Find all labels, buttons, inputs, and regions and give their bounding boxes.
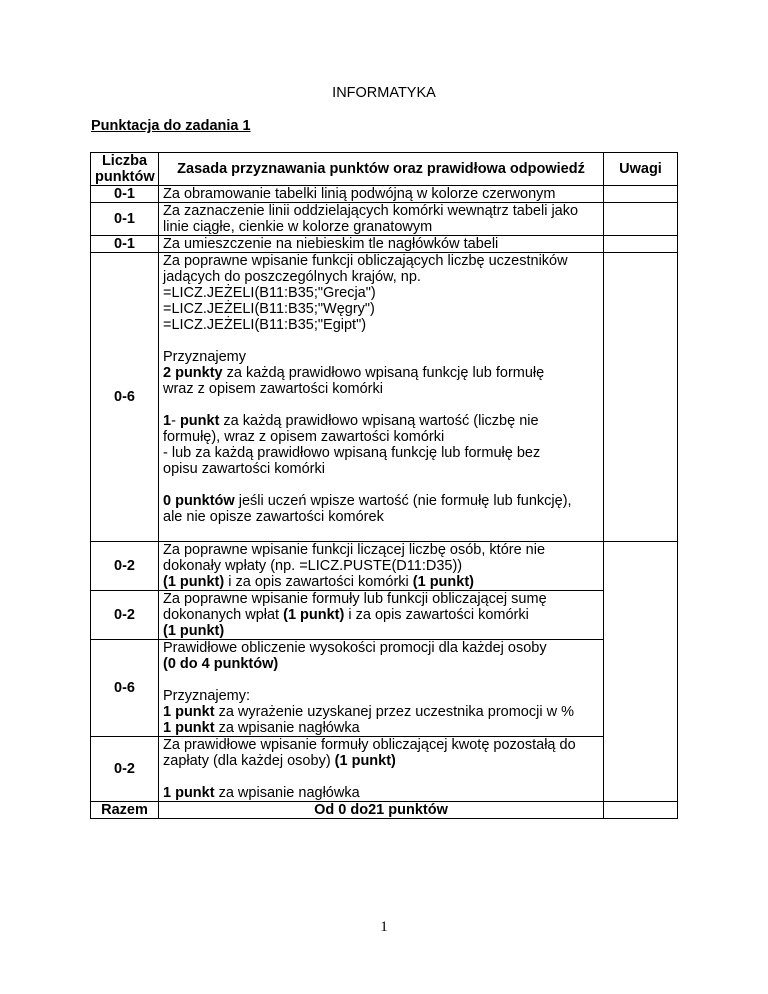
criteria-cell: Za prawidłowe wpisanie formuły obliczającej kwotę pozostałą do zapłaty (dla każdej osoby) (1 punkt) 1 punkt za wpisanie nagłówka: [159, 737, 604, 802]
table-row: [91, 591, 678, 640]
page-title: INFORMATYKA: [332, 85, 436, 101]
notes-cell: [604, 203, 678, 236]
table-row: [91, 186, 678, 203]
points-cell: 0-2: [91, 542, 159, 591]
table-row: [91, 542, 678, 591]
criteria-cell: Za zaznaczenie linii oddzielających komórki wewnątrz tabeli jako linie ciągłe, cienkie w kolorze granatowym: [159, 203, 604, 236]
total-label: Razem: [91, 802, 159, 819]
table-row: [91, 236, 678, 253]
scoring-table: [90, 152, 678, 819]
table-row: [91, 737, 678, 802]
table-row: [91, 253, 678, 542]
table-total-row: [91, 802, 678, 819]
notes-column-header: Uwagi: [604, 153, 678, 186]
criteria-cell: Za poprawne wpisanie funkcji liczącej liczbę osób, które nie dokonały wpłaty (np. =LICZ.PUSTE(D11:D35)) (1 punkt) i za opis zawartości komórki (1 punkt): [159, 542, 604, 591]
notes-cell: [604, 236, 678, 253]
points-cell: 0-6: [91, 640, 159, 737]
criteria-cell: Za poprawne wpisanie funkcji obliczających liczbę uczestników jadących do poszczególnych krajów, np. =LICZ.JEŻELI(B11:B35;"Grecja") =LICZ.JEŻELI(B11:B35;"Węgry") =LICZ.JEŻELI(B11:B35;"Egipt") Przyznajemy 2 punkty za każdą prawidłowo wpisaną funkcję lub formułę wraz z opisem zawartości komórki 1- punkt za każdą prawidłowo wpisaną wartość (liczbę nie formułę), wraz z opisem zawartości komórki - lub za każdą prawidłowo wpisaną funkcję lub formułę bez opisu zawartości komórki 0 punktów jeśli uczeń wpisze wartość (nie formułę lub funkcję), ale nie opisze zawartości komórek: [159, 253, 604, 542]
table-row: [91, 203, 678, 236]
notes-cell: [604, 253, 678, 542]
table-row: [91, 640, 678, 737]
page-number: 1: [380, 919, 388, 935]
points-column-header: Liczba punktów: [91, 153, 159, 186]
points-cell: 0-1: [91, 186, 159, 203]
criteria-cell: Za obramowanie tabelki linią podwójną w kolorze czerwonym: [159, 186, 604, 203]
section-heading: Punktacja do zadania 1: [91, 118, 251, 134]
criteria-cell: Za poprawne wpisanie formuły lub funkcji obliczającej sumę dokonanych wpłat (1 punkt) i za opis zawartości komórki (1 punkt): [159, 591, 604, 640]
total-value: Od 0 do21 punktów: [159, 802, 604, 819]
points-cell: 0-1: [91, 236, 159, 253]
criteria-cell: Prawidłowe obliczenie wysokości promocji dla każdej osoby (0 do 4 punktów) Przyznajemy: 1 punkt za wyrażenie uzyskanej przez uczestnika promocji w % 1 punkt za wpisanie nagłówka: [159, 640, 604, 737]
notes-cell: [604, 802, 678, 819]
points-cell: 0-1: [91, 203, 159, 236]
table-header-row: [91, 153, 678, 186]
notes-cell: [604, 186, 678, 203]
criteria-cell: Za umieszczenie na niebieskim tle nagłówków tabeli: [159, 236, 604, 253]
points-cell: 0-2: [91, 737, 159, 802]
criteria-column-header: Zasada przyznawania punktów oraz prawidłowa odpowiedź: [159, 153, 604, 186]
notes-cell: [604, 542, 678, 802]
points-cell: 0-6: [91, 253, 159, 542]
points-cell: 0-2: [91, 591, 159, 640]
